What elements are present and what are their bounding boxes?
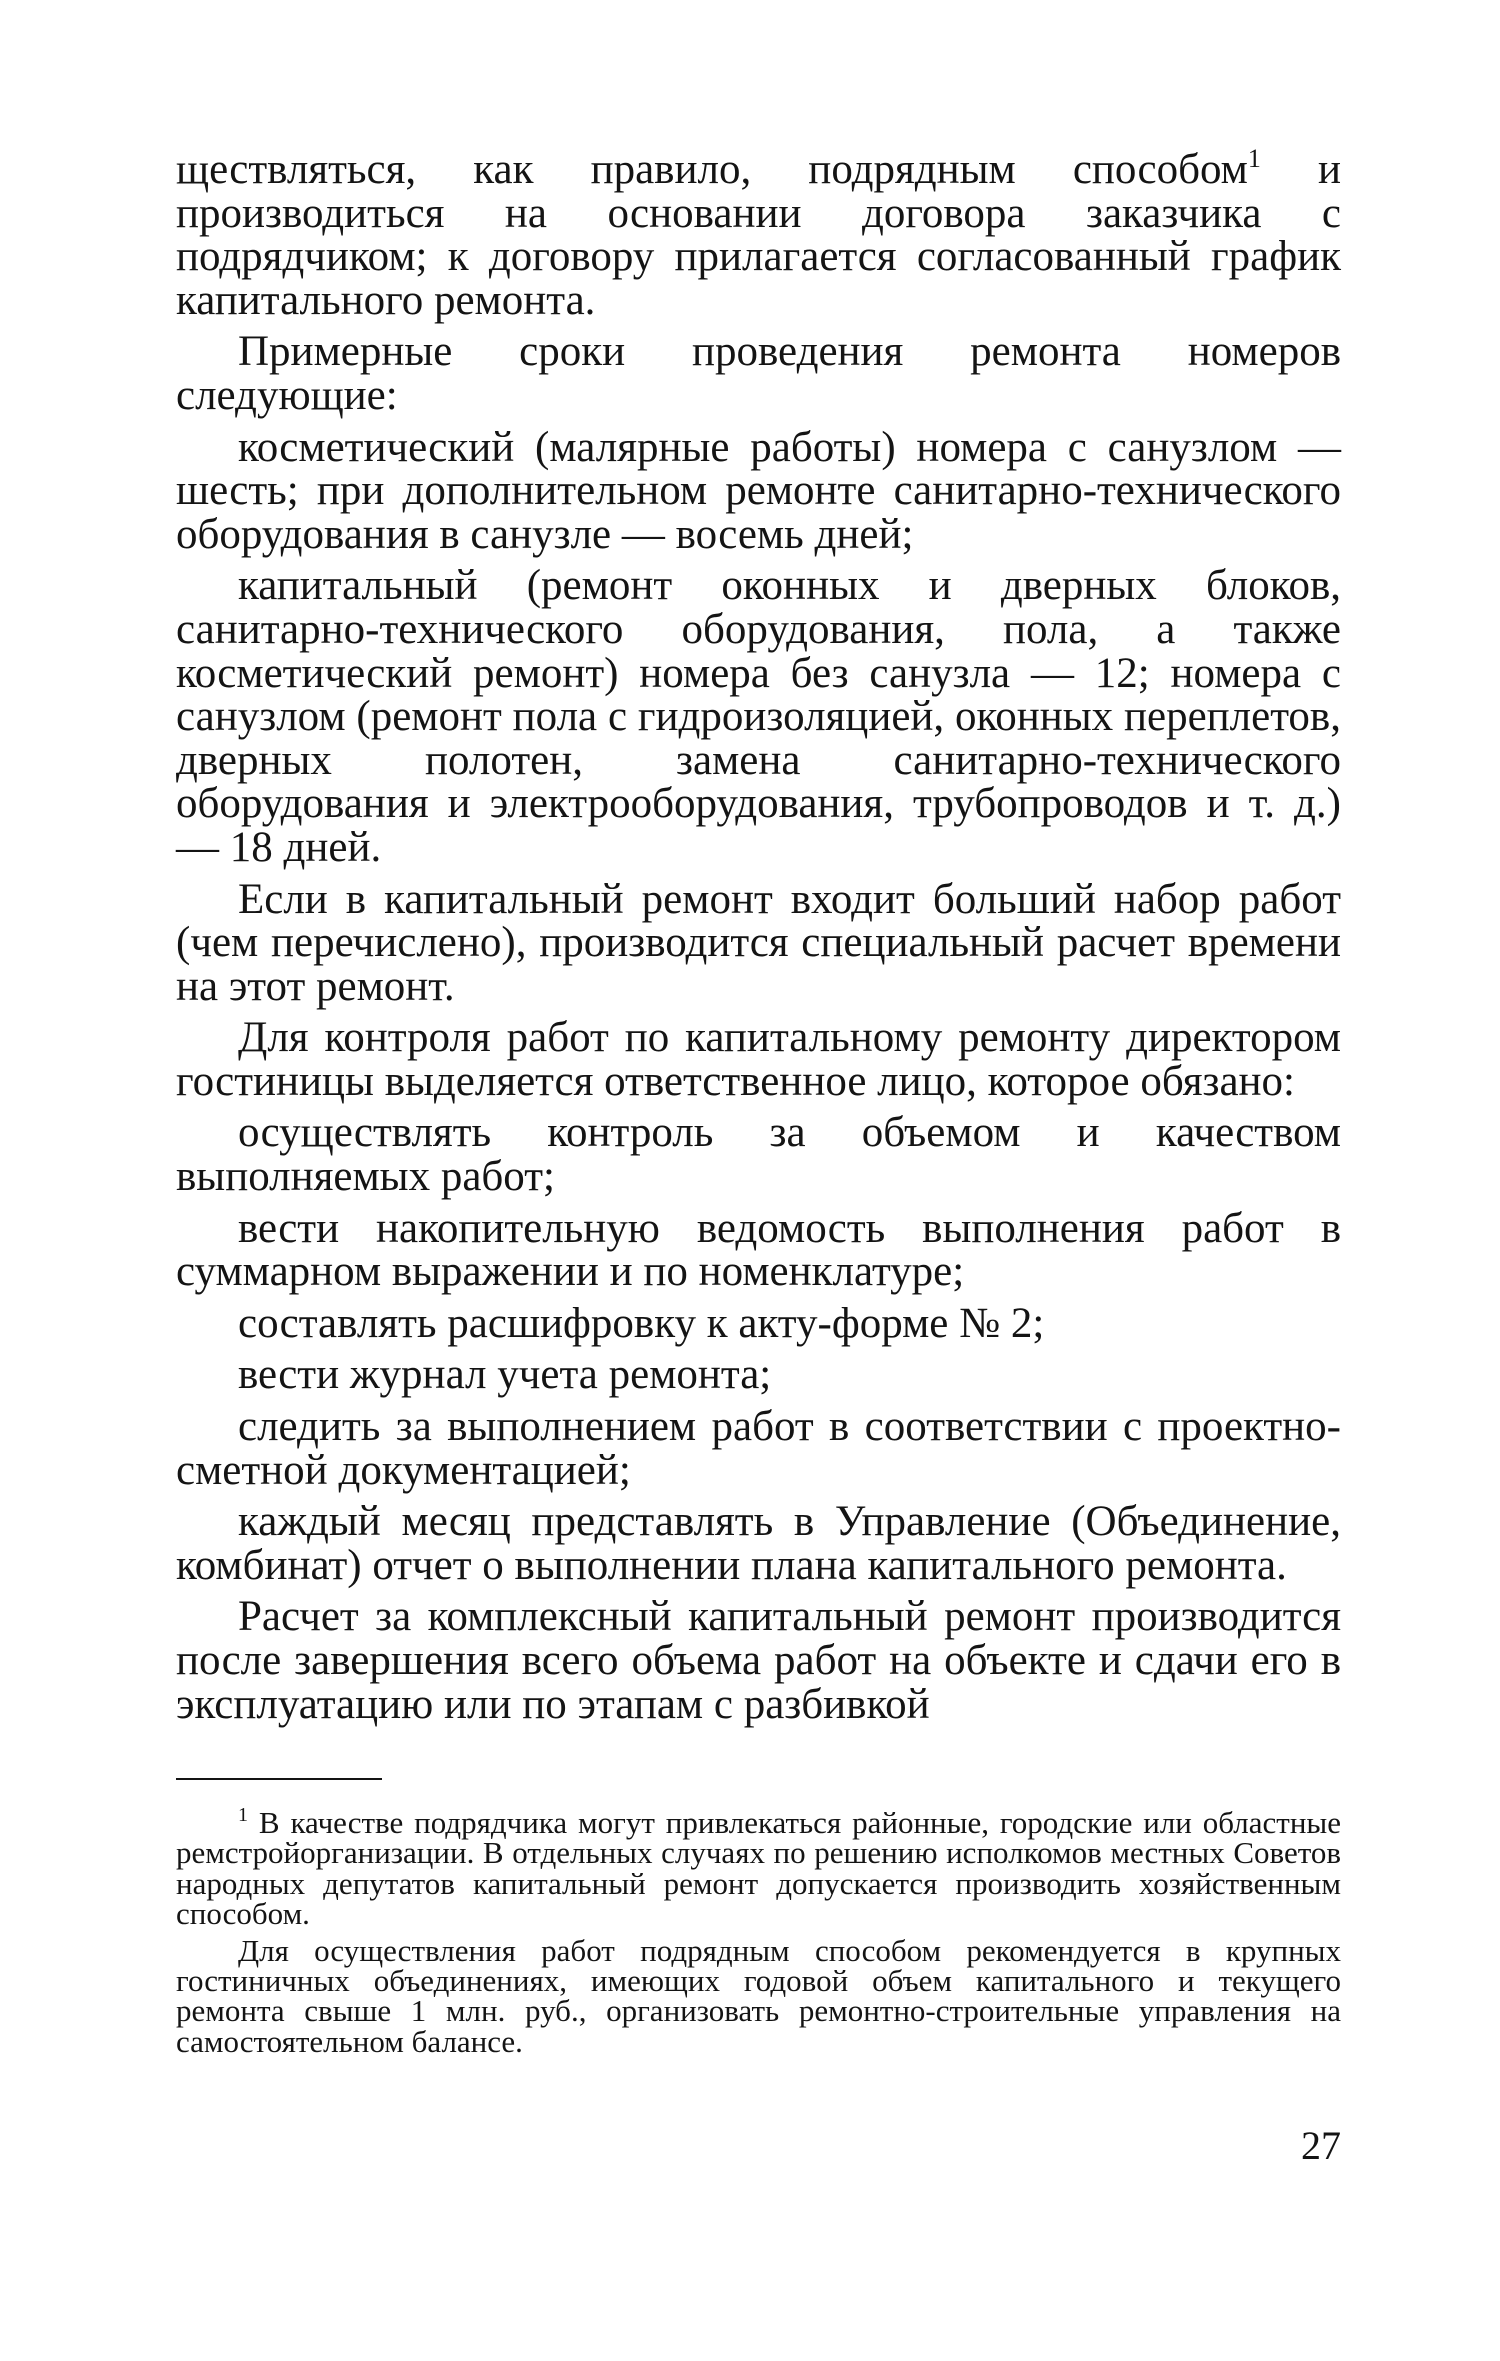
paragraph: составлять расшифровку к акту-форме № 2; — [238, 1299, 1045, 1347]
paragraph: капитальный (ремонт оконных и дверных блоков, санитарно-технического оборудования, пола, а также косметический ремонт) номера без санузла — 12; номера с санузлом (ремонт пола с гидроизоляцией, оконных переплетов, дверных полотен, замена санитарно-технического оборудования и электрооборудования, трубопроводов и т. д.) — 18 дней. — [176, 562, 1341, 871]
paragraph: вести журнал учета ремонта; — [238, 1351, 772, 1399]
footnote-reference: 1 — [1247, 144, 1261, 173]
main-text — [176, 144, 1341, 1734]
paragraph-continued: ществляться, как правило, подрядным способом$^1$ и производиться на основании договора заказчика с подрядчиком; к договору прилагается согласованный график капитального ремонта. — [176, 144, 1341, 324]
paragraph: вести накопительную ведомость выполнения работ в суммарном выражении и по номенклатуре; — [176, 1204, 1341, 1296]
paragraph: каждый месяц представлять в Управление (Объединение, комбинат) отчет о выполнении плана капитального ремонта. — [176, 1498, 1341, 1589]
paragraph: осуществлять контроль за объемом и качеством выполняемых работ; — [176, 1109, 1341, 1201]
footnotes — [176, 1804, 1341, 2063]
footnote: $^1$ В качестве подрядчика могут привлекаться районные, городские или областные ремстройорганизации. В отдельных случаях по решению исполкомов местных Советов народных депутатов капитальный ремонт допускается производить хозяйственным способом. — [176, 1804, 1341, 1932]
footnote-continuation: Для осуществления работ подрядным способом рекомендуется в крупных гостиничных объединениях, имеющих годовой объем капитального и текущего ремонта свыше 1 млн. руб., организовать ремонтно-строительные управления на самостоятельном балансе. — [176, 1932, 1341, 2059]
paragraph: Расчет за комплексный капитальный ремонт производится после завершения всего объема работ на объекте и сдачи его в эксплуатацию или по этапам с разбивкой — [176, 1593, 1341, 1728]
paragraph: Если в капитальный ремонт входит больший набор работ (чем перечислено), производится специальный расчет времени на этот ремонт. — [176, 875, 1341, 1010]
footnote-divider — [176, 1778, 382, 1780]
paragraph: косметический (малярные работы) номера с санузлом — шесть; при дополнительном ремонте санитарно-технического оборудования в санузле — восемь дней; — [176, 423, 1341, 558]
paragraph: Примерные сроки проведения ремонта номеров следующие: — [176, 328, 1341, 419]
paragraph: Для контроля работ по капитальному ремонту директором гостиницы выделяется ответственное лицо, которое обязано: — [176, 1014, 1341, 1105]
footnote-marker: 1 — [238, 1804, 248, 1826]
paragraph: следить за выполнением работ в соответствии с проектно-сметной документацией; — [176, 1403, 1341, 1494]
page-number: 27 — [1301, 2123, 1341, 2168]
